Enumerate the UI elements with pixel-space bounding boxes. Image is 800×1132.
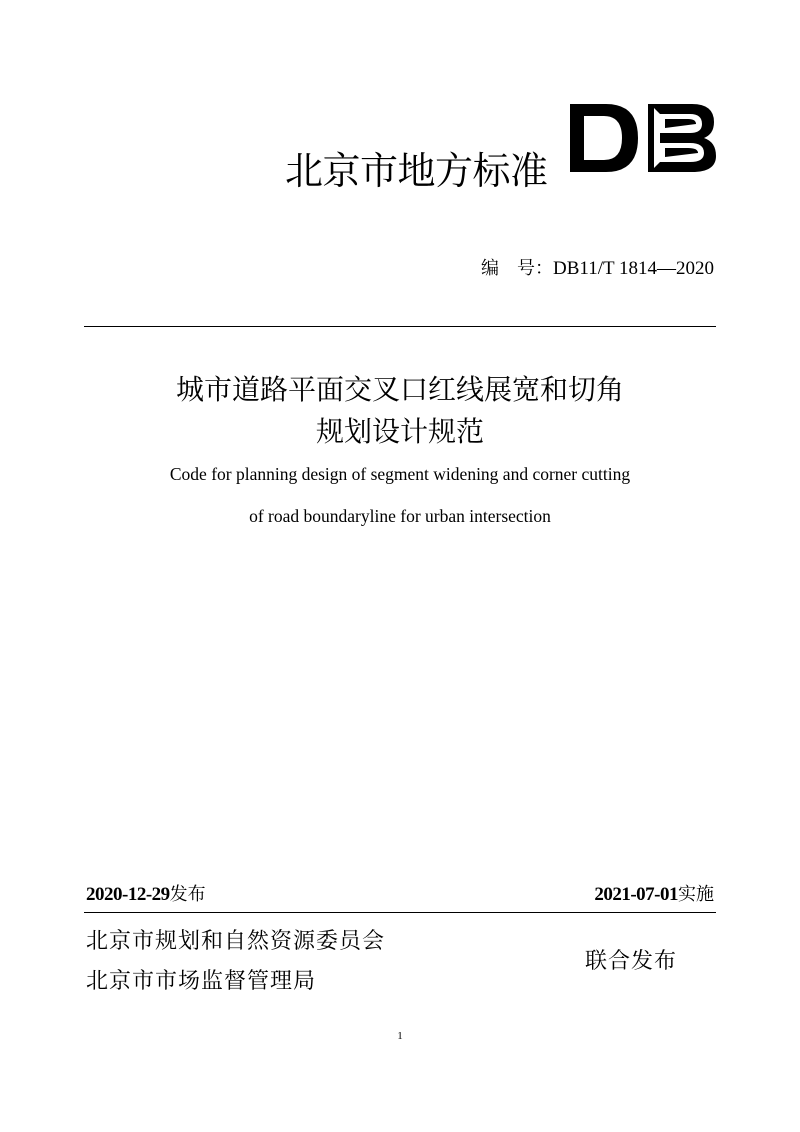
page-number: 1	[397, 1030, 403, 1042]
effective-date-value: 2021-07-01	[594, 884, 678, 905]
issuer-org1: 北京市规划和自然资源委员会	[86, 929, 386, 954]
top-divider	[84, 326, 716, 327]
effective-date-label: 实施	[678, 884, 714, 905]
standard-number-value: DB11/T 1814—2020	[553, 258, 714, 279]
joint-issue-label: 联合发布	[585, 949, 678, 974]
title-en-line2: of road boundaryline for urban intersection	[249, 506, 551, 526]
publish-date-label: 发布	[169, 884, 206, 905]
issuer-org2: 北京市市场监督管理局	[86, 969, 317, 994]
publish-date-value: 2020-12-29	[86, 884, 170, 905]
effective-date	[594, 880, 714, 906]
standard-type-title: 北京市地方标准	[285, 149, 548, 193]
publish-date	[86, 880, 206, 906]
title-en-line1: Code for planning design of segment widening and corner cutting	[169, 464, 631, 484]
db-logo	[566, 100, 718, 176]
bottom-divider	[84, 912, 716, 913]
standard-number-label: 编 号：	[481, 258, 554, 279]
title-cn-line2: 规划设计规范	[315, 415, 484, 448]
standard-number	[481, 254, 714, 280]
title-cn-line1: 城市道路平面交叉口红线展宽和切角	[175, 373, 624, 406]
svg-text:DB: DB	[566, 100, 568, 101]
